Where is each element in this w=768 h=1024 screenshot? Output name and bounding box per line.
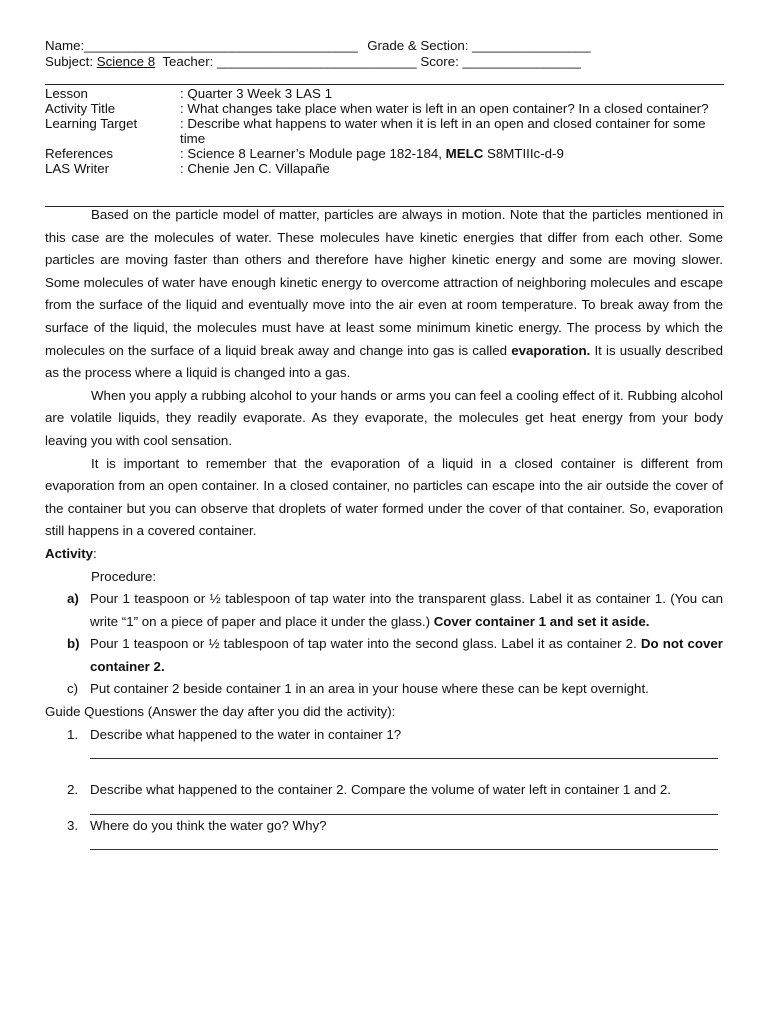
subject-row <box>45 54 728 70</box>
name-row <box>45 38 728 54</box>
procedure-step: a) Pour 1 teaspoon or ½ tablespoon of tap water into the transparent glass. Label it as container 1. (You can write “1” on a piece of paper and place it under the glass.) Cover container 1 and set it aside. <box>67 591 723 629</box>
guide-question: 3. Where do you think the water go? Why? <box>67 817 327 833</box>
answer-line[interactable] <box>90 746 718 759</box>
activity-heading: Activity: <box>45 545 97 561</box>
activity-title-value: : What changes take place when water is left in an open container? In a closed container? <box>180 101 709 116</box>
score-label: Score: <box>420 54 459 69</box>
lesson-value: : Quarter 3 Week 3 LAS 1 <box>180 86 333 101</box>
lesson-row <box>45 86 725 101</box>
guide-questions-heading: Guide Questions (Answer the day after you did the activity): <box>45 704 396 720</box>
paragraph-rubbing-alcohol: When you apply a rubbing alcohol to your hands or arms you can feel a cooling effect of it. Rubbing alcohol are volatile liquids, they readily evaporate. As they evaporate, the molecules get heat energy from your body leaving you with cool sensation. <box>45 387 723 448</box>
name-field[interactable]: _____________________________________ <box>84 38 358 53</box>
answer-line[interactable] <box>90 802 718 815</box>
references-value: : Science 8 Learner’s Module page 182-184, MELC S8MTIIIc-d-9 <box>180 146 564 161</box>
guide-question: 1. Describe what happened to the water in container 1? <box>67 726 402 742</box>
subject-value: Science 8 <box>96 54 156 69</box>
las-writer-row <box>45 161 725 176</box>
teacher-field[interactable]: ___________________________ <box>217 54 417 69</box>
learning-target-label: Learning Target <box>45 116 138 131</box>
grade-section-field[interactable]: ________________ <box>472 38 591 53</box>
las-writer-label: LAS Writer <box>45 161 110 176</box>
activity-title-row <box>45 101 725 116</box>
lesson-info <box>45 86 725 176</box>
subject-label: Subject: <box>45 54 94 69</box>
procedure-label: Procedure: <box>91 568 157 584</box>
score-field[interactable]: ________________ <box>462 54 581 69</box>
name-label: Name: <box>45 38 85 53</box>
header-divider <box>45 84 724 85</box>
guide-question: 2. Describe what happened to the container 2. Compare the volume of water left in container 1 and 2. <box>67 782 671 798</box>
lesson-label: Lesson <box>45 86 88 101</box>
learning-target-value: : Describe what happens to water when it is left in an open and closed container for some time <box>180 116 706 146</box>
grade-section-label: Grade & Section: <box>367 38 469 53</box>
references-label: References <box>45 146 113 161</box>
activity-title-label: Activity Title <box>45 101 116 116</box>
paragraph-closed-container: It is important to remember that the evaporation of a liquid in a closed container is different from evaporation from an open container. In a closed container, no particles can escape into the air outside the cover of the container but you can observe that droplets of water formed under the cover of that container. So, evaporation still happens in a covered container. <box>45 455 723 539</box>
answer-line[interactable] <box>90 837 718 850</box>
las-writer-value: : Chenie Jen C. Villapañe <box>180 161 330 176</box>
references-row <box>45 146 725 161</box>
learning-target-row <box>45 116 725 146</box>
teacher-label: Teacher: <box>162 54 214 69</box>
worksheet-body <box>45 204 723 850</box>
paragraph-particle-model: Based on the particle model of matter, particles are always in motion. Note that the particles mentioned in this case are the molecules of water. These molecules have kinetic energies that differ from each other. Some particles are moving faster than others and therefore have higher kinetic energy and some are moving slower. Some molecules of water have enough kinetic energy to overcome attraction of neighboring molecules and escape from the surface of the liquid and eventually move into the air even at room temperature. To break away from the surface of the liquid, the molecules must have at least some minimum kinetic energy. The process by which the molecules on the surface of a liquid break away and change into gas is called evaporation. It is usually described as the process where a liquid is changed into a gas. <box>45 207 723 381</box>
procedure-step: c) Put container 2 beside container 1 in an area in your house where these can be kept overnight. <box>67 681 649 697</box>
procedure-step: b) Pour 1 teaspoon or ½ tablespoon of tap water into the second glass. Label it as container 2. Do not cover container 2. <box>67 636 723 674</box>
